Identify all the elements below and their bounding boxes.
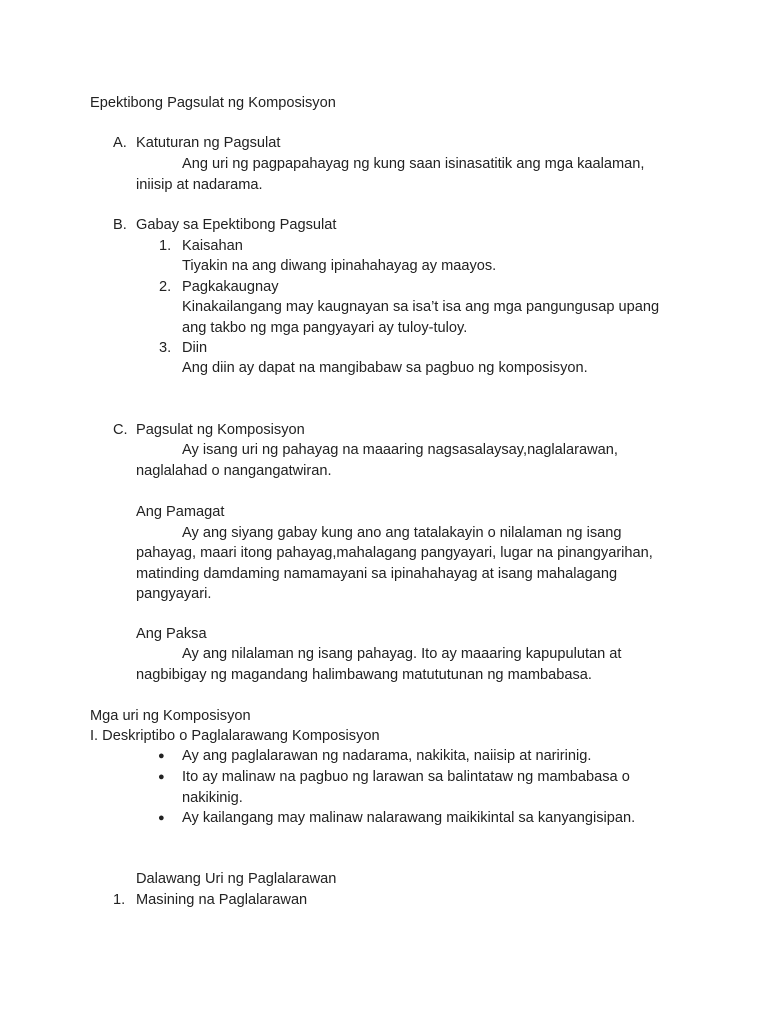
section-c-line-2: naglalahad o nangangatwiran. <box>136 463 332 479</box>
guide-item-2-marker: 2. <box>159 279 172 295</box>
document-title: Epektibong Pagsulat ng Komposisyon <box>90 95 336 111</box>
bullet-3-line-1: Ay kailangang may malinaw nalarawang maikikintal sa kanyangisipan. <box>182 810 636 826</box>
section-a-line-1: Ang uri ng pagpapahayag ng kung saan isinasatitik ang mga kaalaman, <box>182 156 645 172</box>
section-c-line-1: Ay isang uri ng pahayag na maaaring nagsasalaysay,naglalarawan, <box>182 442 618 458</box>
pamagat-line-3: matinding damdaming namamayani sa ipinahahayag at isang mahalagang <box>136 566 618 582</box>
guide-item-1-line-1: Tiyakin na ang diwang ipinahahayag ay maayos. <box>182 258 497 274</box>
pamagat-line-1: Ay ang siyang gabay kung ano ang tatalakayin o nilalaman ng isang <box>182 525 622 541</box>
bullet-2-line-2: nakikinig. <box>182 790 243 806</box>
paksa-line-2: nagbibigay ng magandang halimbawang matututunan ng mambabasa. <box>136 667 592 683</box>
section-c-heading: Pagsulat ng Komposisyon <box>136 422 305 438</box>
guide-item-3-title: Diin <box>182 340 208 356</box>
pamagat-line-4: pangyayari. <box>136 586 212 602</box>
types-heading: Mga uri ng Komposisyon <box>90 708 251 724</box>
bullet-3-marker: ● <box>158 812 165 824</box>
two-types-heading: Dalawang Uri ng Paglalarawan <box>136 871 337 887</box>
guide-item-3-line-1: Ang diin ay dapat na mangibabaw sa pagbuo ng komposisyon. <box>182 360 588 376</box>
bullet-1-marker: ● <box>158 750 165 762</box>
bullet-2-line-1: Ito ay malinaw na pagbuo ng larawan sa balintataw ng mambabasa o <box>182 769 630 785</box>
section-c-marker: C. <box>113 422 128 438</box>
type-one-heading: I. Deskriptibo o Paglalarawang Komposisyon <box>90 728 380 744</box>
pamagat-heading: Ang Pamagat <box>136 504 225 520</box>
section-b-marker: B. <box>113 217 127 233</box>
guide-item-2-line-1: Kinakailangang may kaugnayan sa isa’t isa ang mga pangungusap upang <box>182 299 660 315</box>
guide-item-3-marker: 3. <box>159 340 172 356</box>
bullet-1-line-1: Ay ang paglalarawan ng nadarama, nakikita, naiisip at naririnig. <box>182 748 592 764</box>
guide-item-1-marker: 1. <box>159 238 172 254</box>
pamagat-line-2: pahayag, maari itong pahayag,mahalagang pangyayari, lugar na pinangyarihan, <box>136 545 653 561</box>
paksa-heading: Ang Paksa <box>136 626 207 642</box>
paksa-line-1: Ay ang nilalaman ng isang pahayag. Ito ay maaaring kapupulutan at <box>182 646 622 662</box>
two-types-item-1-marker: 1. <box>113 892 126 908</box>
section-b-heading: Gabay sa Epektibong Pagsulat <box>136 217 337 233</box>
section-a-marker: A. <box>113 135 127 151</box>
two-types-item-1-title: Masining na Paglalarawan <box>136 892 308 908</box>
guide-item-1-title: Kaisahan <box>182 238 243 254</box>
bullet-2-marker: ● <box>158 771 165 783</box>
section-a-heading: Katuturan ng Pagsulat <box>136 135 281 151</box>
guide-item-2-line-2: ang takbo ng mga pangyayari ay tuloy-tuloy. <box>182 320 468 336</box>
section-a-line-2: iniisip at nadarama. <box>136 177 263 193</box>
guide-item-2-title: Pagkakaugnay <box>182 279 279 295</box>
